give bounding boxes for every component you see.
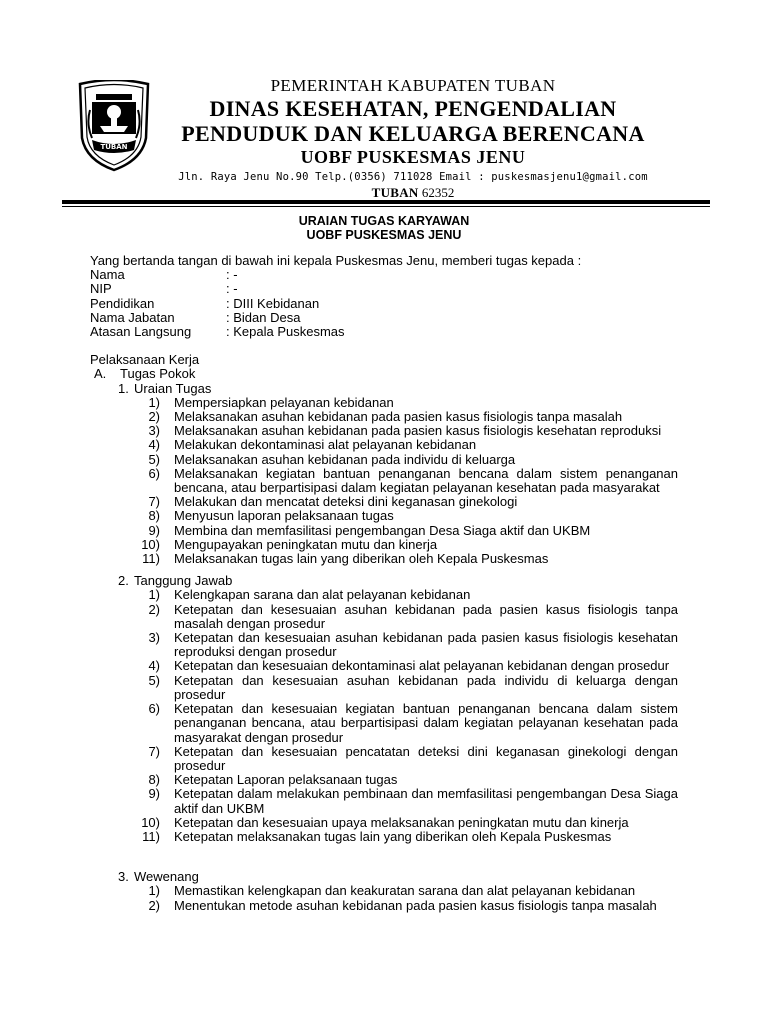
list-item-number: 8) bbox=[148, 508, 160, 524]
uraian-marker: 1. bbox=[118, 380, 129, 396]
document-body bbox=[90, 214, 678, 913]
list-item bbox=[134, 524, 678, 538]
list-item-text: Ketepatan Laporan pelaksanaan tugas bbox=[174, 772, 398, 788]
field-label: Nama bbox=[90, 267, 125, 283]
list-item bbox=[134, 538, 678, 552]
department-name-line2: PENDUDUK DAN KELUARGA BERENCANA bbox=[181, 121, 645, 146]
list-item-number: 9) bbox=[148, 522, 160, 538]
list-item-text: Melakukan dan mencatat deteksi dini keganasan ginekologi bbox=[174, 494, 518, 510]
list-item bbox=[134, 552, 678, 566]
list-item-number: 10) bbox=[141, 814, 160, 830]
list-item-text: Melakukan dekontaminasi alat pelayanan kebidanan bbox=[174, 437, 477, 453]
list-item-number: 6) bbox=[148, 701, 160, 717]
list-item-text: Ketepatan melaksanakan tugas lain yang diberikan oleh Kepala Puskesmas bbox=[174, 828, 612, 844]
tanggung-heading bbox=[90, 574, 678, 588]
list-item bbox=[134, 467, 678, 495]
government-name: PEMERINTAH KABUPATEN TUBAN bbox=[270, 76, 556, 95]
document-title bbox=[90, 214, 678, 242]
list-item bbox=[134, 816, 678, 830]
list-item bbox=[134, 438, 678, 452]
list-item bbox=[134, 588, 678, 602]
list-item-number: 2) bbox=[148, 601, 160, 617]
list-item-number: 4) bbox=[148, 658, 160, 674]
regency-coat-of-arms-logo bbox=[76, 80, 152, 172]
list-item-number: 1) bbox=[148, 883, 160, 899]
list-item-text: Ketepatan dan kesesuaian pencatatan deteksi dini keganasan ginekologi dengan prosedur bbox=[174, 743, 678, 773]
tanggung-list bbox=[90, 588, 678, 844]
list-item-text: Melaksanakan tugas lain yang diberikan oleh Kepala Puskesmas bbox=[174, 551, 549, 567]
list-item-text: Mempersiapkan pelayanan kebidanan bbox=[174, 394, 394, 410]
field-row bbox=[90, 311, 678, 325]
list-item-number: 3) bbox=[148, 630, 160, 646]
field-label: Atasan Langsung bbox=[90, 324, 192, 340]
city-name: TUBAN bbox=[371, 185, 419, 200]
list-item bbox=[134, 773, 678, 787]
uraian-label: Uraian Tugas bbox=[134, 380, 212, 396]
list-item-number: 3) bbox=[148, 423, 160, 439]
list-item bbox=[134, 745, 678, 773]
field-row bbox=[90, 282, 678, 296]
list-item bbox=[134, 509, 678, 523]
wewenang-marker: 3. bbox=[118, 869, 129, 885]
unit-name: UOBF PUSKESMAS JENU bbox=[300, 147, 526, 167]
list-item-text: Menentukan metode asuhan kebidanan pada pasien kasus fisiologis tanpa masalah bbox=[174, 897, 657, 913]
list-item-number: 1) bbox=[148, 587, 160, 603]
employee-fields bbox=[90, 268, 678, 339]
list-item-text: Melaksanakan kegiatan bantuan penanganan bencana dalam sistem penanganan bencana, atau berpartisipasi dalam kegiatan pelayanan kesehatan pada masyarakat bbox=[174, 465, 678, 496]
list-item bbox=[134, 899, 678, 913]
section-a-label: Tugas Pokok bbox=[120, 366, 196, 382]
postal-code: 62352 bbox=[421, 185, 455, 200]
list-item-number: 5) bbox=[148, 451, 160, 467]
list-item-text: Ketepatan dalam melakukan pembinaan dan memfasilitasi pengembangan Desa Siaga aktif dan UKBM bbox=[174, 786, 678, 816]
department-name-line1: DINAS KESEHATAN, PENGENDALIAN bbox=[209, 96, 617, 121]
intro-text: Yang bertanda tangan di bawah ini kepala Puskesmas Jenu, memberi tugas kepada : bbox=[90, 253, 582, 268]
field-value: : - bbox=[226, 267, 238, 283]
field-value: : DIII Kebidanan bbox=[226, 295, 320, 311]
field-row bbox=[90, 325, 678, 339]
list-item-text: Ketepatan dan kesesuaian asuhan kebidanan pada pasien kasus fisiologis tanpa masalah dengan prosedur bbox=[174, 601, 678, 631]
list-item-text: Memastikan kelengkapan dan keakuratan sarana dan alat pelayanan kebidanan bbox=[174, 883, 636, 899]
pelaksanaan-heading: Pelaksanaan Kerja bbox=[90, 352, 200, 368]
list-item-number: 11) bbox=[142, 828, 160, 844]
list-item bbox=[134, 424, 678, 438]
field-label: Pendidikan bbox=[90, 295, 155, 311]
list-item bbox=[134, 884, 678, 898]
list-item-number: 8) bbox=[148, 772, 160, 788]
field-label: Nama Jabatan bbox=[90, 309, 175, 325]
title-line1: URAIAN TUGAS KARYAWAN bbox=[298, 214, 470, 228]
list-item-number: 2) bbox=[148, 409, 160, 425]
field-value: : Bidan Desa bbox=[226, 309, 301, 325]
section-a-heading bbox=[90, 367, 678, 381]
list-item-text: Kelengkapan sarana dan alat pelayanan kebidanan bbox=[174, 587, 471, 603]
wewenang-list bbox=[90, 884, 678, 912]
list-item-text: Ketepatan dan kesesuaian upaya melaksanakan peningkatan mutu dan kinerja bbox=[174, 814, 629, 830]
list-item-text: Melaksanakan asuhan kebidanan pada individu di keluarga bbox=[174, 451, 516, 467]
list-item-text: Ketepatan dan kesesuaian dekontaminasi alat pelayanan kebidanan dengan prosedur bbox=[174, 658, 670, 674]
uraian-heading bbox=[90, 382, 678, 396]
list-item-text: Melaksanakan asuhan kebidanan pada pasien kasus fisiologis kesehatan reproduksi bbox=[174, 423, 662, 439]
list-item-number: 11) bbox=[142, 551, 160, 567]
list-item-number: 1) bbox=[148, 394, 160, 410]
list-item-number: 7) bbox=[148, 494, 160, 510]
field-row bbox=[90, 297, 678, 311]
wewenang-label: Wewenang bbox=[134, 869, 199, 885]
list-item bbox=[134, 659, 678, 673]
list-item bbox=[134, 453, 678, 467]
tanggung-label: Tanggung Jawab bbox=[134, 573, 233, 589]
list-item bbox=[134, 396, 678, 410]
list-item-number: 9) bbox=[148, 786, 160, 802]
list-item-number: 2) bbox=[148, 897, 160, 913]
list-item-text: Menyusun laporan pelaksanaan tugas bbox=[174, 508, 394, 524]
list-item-number: 4) bbox=[148, 437, 160, 453]
list-item bbox=[134, 787, 678, 815]
list-item-text: Melaksanakan asuhan kebidanan pada pasien kasus fisiologis tanpa masalah bbox=[174, 409, 623, 425]
header-divider-thick bbox=[62, 200, 710, 204]
field-label: NIP bbox=[90, 281, 112, 297]
list-item-text: Mengupayakan peningkatan mutu dan kinerja bbox=[174, 536, 438, 552]
list-item-text: Membina dan memfasilitasi pengembangan Desa Siaga aktif dan UKBM bbox=[174, 522, 591, 538]
list-item bbox=[134, 702, 678, 745]
list-item bbox=[134, 410, 678, 424]
letterhead bbox=[160, 76, 666, 201]
header-divider-thin bbox=[62, 206, 710, 207]
list-item bbox=[134, 674, 678, 702]
list-item-text: Ketepatan dan kesesuaian kegiatan bantuan penanganan bencana dalam sistem penanganan bencana, atau berpartisipasi dalam kegiatan pelayanan kesehatan pada masyarakat dengan prosedur bbox=[174, 701, 678, 745]
list-item-number: 7) bbox=[148, 743, 160, 759]
address-line: Jln. Raya Jenu No.90 Telp.(0356) 711028 Email : puskesmasjenu1@gmail.com bbox=[178, 171, 648, 183]
tanggung-marker: 2. bbox=[118, 573, 129, 589]
list-item bbox=[134, 495, 678, 509]
city-line bbox=[160, 184, 666, 201]
list-item-number: 6) bbox=[148, 465, 160, 481]
list-item bbox=[134, 603, 678, 631]
list-item-text: Ketepatan dan kesesuaian asuhan kebidanan pada individu di keluarga dengan prosedur bbox=[174, 672, 678, 702]
field-row bbox=[90, 268, 678, 282]
uraian-list bbox=[90, 396, 678, 566]
field-value: : Kepala Puskesmas bbox=[226, 324, 345, 340]
list-item-number: 10) bbox=[141, 536, 160, 552]
wewenang-heading bbox=[90, 870, 678, 884]
list-item-text: Ketepatan dan kesesuaian asuhan kebidanan pada pasien kasus fisiologis kesehatan reproduksi dengan prosedur bbox=[174, 630, 678, 660]
field-value: : - bbox=[226, 281, 238, 297]
list-item bbox=[134, 631, 678, 659]
section-a-marker: A. bbox=[94, 366, 107, 382]
title-line2: UOBF PUSKESMAS JENU bbox=[306, 228, 462, 242]
list-item-number: 5) bbox=[148, 672, 160, 688]
svg-text:TUBAN: TUBAN bbox=[100, 143, 128, 151]
list-item bbox=[134, 830, 678, 844]
